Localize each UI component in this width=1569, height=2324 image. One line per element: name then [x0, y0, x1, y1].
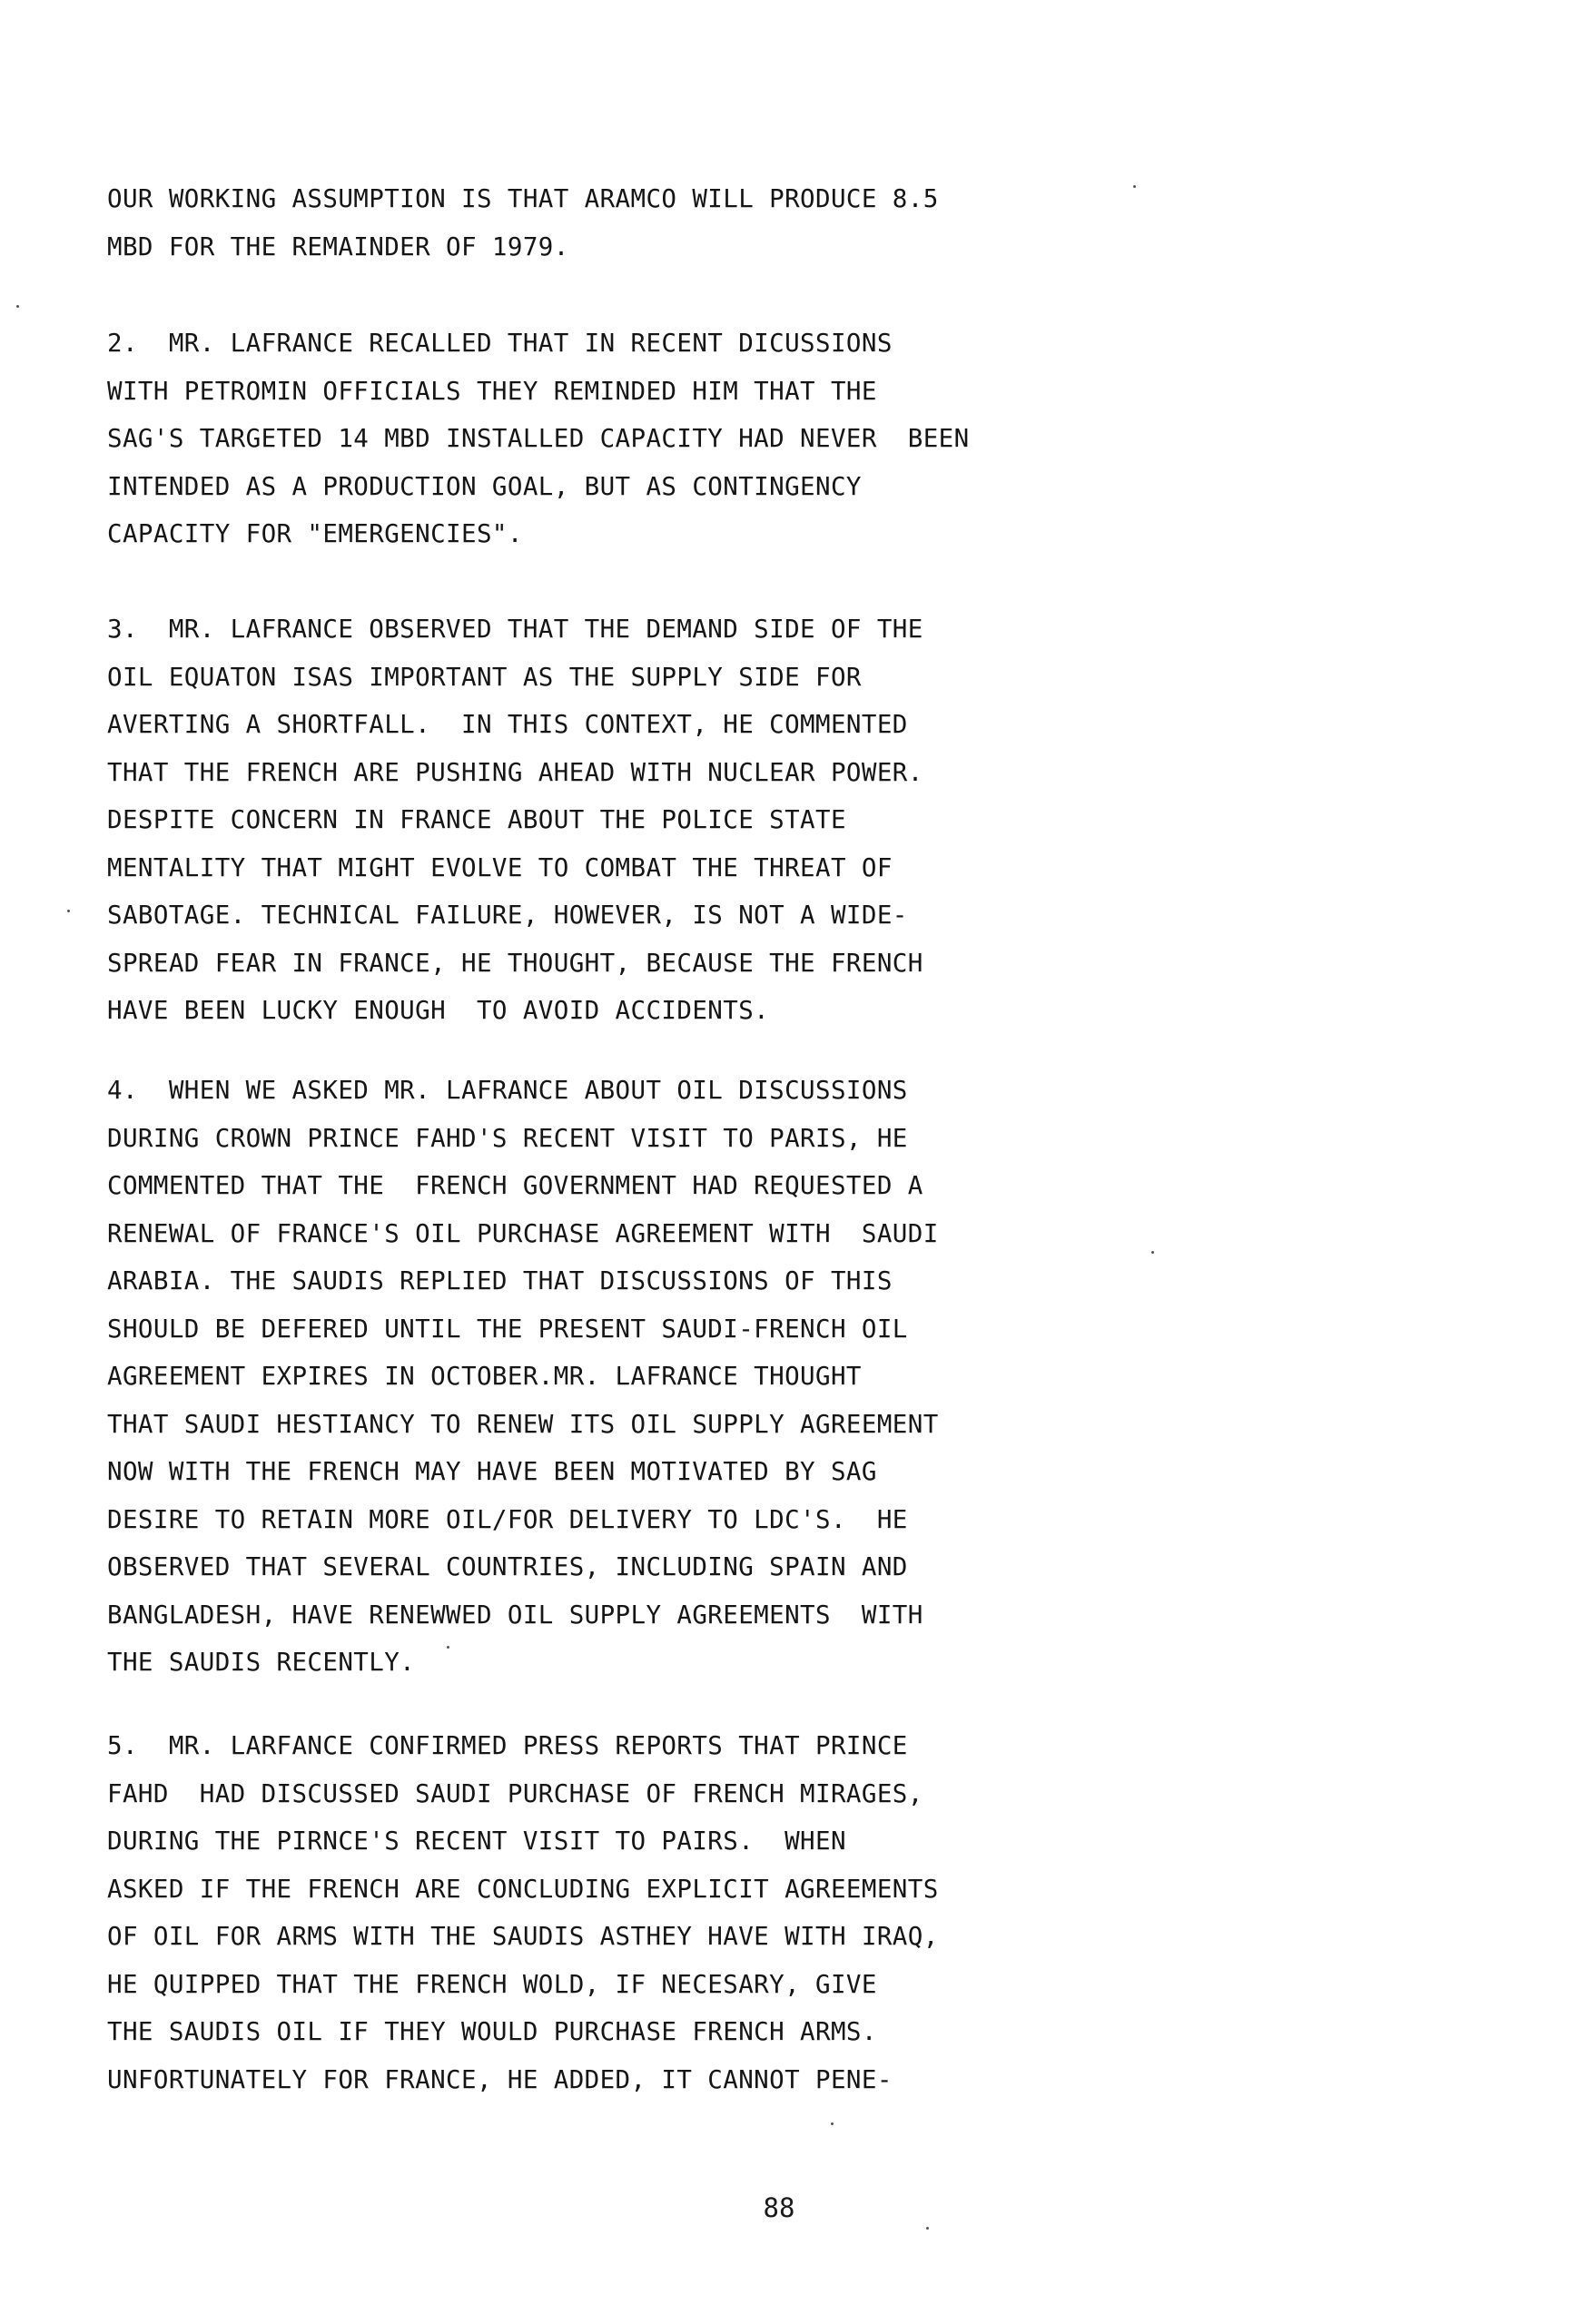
text-line: SAG'S TARGETED 14 MBD INSTALLED CAPACITY HAD NEVER BEEN: [107, 424, 970, 453]
text-line: SPREAD FEAR IN FRANCE, HE THOUGHT, BECAUSE THE FRENCH: [107, 948, 923, 978]
scan-speck: [16, 305, 19, 308]
scan-speck: [831, 2122, 834, 2125]
text-line: DESIRE TO RETAIN MORE OIL/FOR DELIVERY TO LDC'S. HE: [107, 1504, 908, 1534]
text-line: THE SAUDIS OIL IF THEY WOULD PURCHASE FRENCH ARMS.: [107, 2017, 877, 2046]
paragraph-2: [107, 320, 1051, 558]
text-line: THAT SAUDI HESTIANCY TO RENEW ITS OIL SUPPLY AGREEMENT: [107, 1409, 939, 1439]
scan-speck: [447, 1646, 449, 1649]
text-line: ASKED IF THE FRENCH ARE CONCLUDING EXPLICIT AGREEMENTS: [107, 1874, 939, 1904]
text-line: 4. WHEN WE ASKED MR. LAFRANCE ABOUT OIL DISCUSSIONS: [107, 1076, 908, 1105]
text-line: AVERTING A SHORTFALL. IN THIS CONTEXT, HE COMMENTED: [107, 710, 908, 739]
text-line: CAPACITY FOR "EMERGENCIES".: [107, 519, 523, 548]
text-line: OUR WORKING ASSUMPTION IS THAT ARAMCO WILL PRODUCE 8.5: [107, 184, 939, 213]
text-line: INTENDED AS A PRODUCTION GOAL, BUT AS CONTINGENCY: [107, 471, 862, 501]
text-line: ARABIA. THE SAUDIS REPLIED THAT DISCUSSIONS OF THIS: [107, 1266, 893, 1295]
text-line: MENTALITY THAT MIGHT EVOLVE TO COMBAT THE THREAT OF: [107, 852, 893, 882]
text-line: OBSERVED THAT SEVERAL COUNTRIES, INCLUDING SPAIN AND: [107, 1552, 908, 1581]
text-line: COMMENTED THAT THE FRENCH GOVERNMENT HAD REQUESTED A: [107, 1171, 923, 1200]
text-line: DURING CROWN PRINCE FAHD'S RECENT VISIT TO PARIS, HE: [107, 1123, 908, 1153]
text-line: UNFORTUNATELY FOR FRANCE, HE ADDED, IT CANNOT PENE-: [107, 2064, 893, 2094]
text-line: DURING THE PIRNCE'S RECENT VISIT TO PAIRS. WHEN: [107, 1827, 846, 1856]
text-line: BANGLADESH, HAVE RENEWWED OIL SUPPLY AGREEMENTS WITH: [107, 1600, 923, 1630]
text-line: SHOULD BE DEFERED UNTIL THE PRESENT SAUDI-FRENCH OIL: [107, 1314, 908, 1344]
text-line: WITH PETROMIN OFFICIALS THEY REMINDED HIM THAT THE: [107, 376, 877, 406]
text-line: THAT THE FRENCH ARE PUSHING AHEAD WITH NUCLEAR POWER.: [107, 757, 923, 787]
text-line: 5. MR. LARFANCE CONFIRMED PRESS REPORTS THAT PRINCE: [107, 1731, 908, 1760]
text-line: AGREEMENT EXPIRES IN OCTOBER.MR. LAFRANCE THOUGHT: [107, 1362, 862, 1391]
scan-speck: [1133, 185, 1136, 188]
paragraph-5: [107, 1722, 1051, 2103]
text-line: 2. MR. LAFRANCE RECALLED THAT IN RECENT DICUSSIONS: [107, 329, 893, 358]
scan-speck: [926, 2227, 929, 2230]
text-line: SABOTAGE. TECHNICAL FAILURE, HOWEVER, IS NOT A WIDE-: [107, 901, 908, 930]
scan-speck: [1151, 1251, 1154, 1254]
text-line: HE QUIPPED THAT THE FRENCH WOLD, IF NECESARY, GIVE: [107, 1969, 877, 1999]
paragraph-3: [107, 606, 1051, 1035]
page-number: 88: [763, 2192, 795, 2223]
text-line: OIL EQUATON ISAS IMPORTANT AS THE SUPPLY SIDE FOR: [107, 662, 862, 692]
text-line: DESPITE CONCERN IN FRANCE ABOUT THE POLICE STATE: [107, 805, 846, 834]
text-line: RENEWAL OF FRANCE'S OIL PURCHASE AGREEMENT WITH SAUDI: [107, 1218, 939, 1248]
text-line: FAHD HAD DISCUSSED SAUDI PURCHASE OF FRENCH MIRAGES,: [107, 1778, 923, 1808]
text-line: HAVE BEEN LUCKY ENOUGH TO AVOID ACCIDENTS.: [107, 996, 770, 1025]
text-line: 3. MR. LAFRANCE OBSERVED THAT THE DEMAND SIDE OF THE: [107, 615, 923, 644]
text-line: NOW WITH THE FRENCH MAY HAVE BEEN MOTIVATED BY SAG: [107, 1457, 877, 1486]
paragraph-1: [107, 175, 1051, 271]
paragraph-4: [107, 1067, 1051, 1687]
scan-speck: [67, 910, 70, 912]
text-line: OF OIL FOR ARMS WITH THE SAUDIS ASTHEY HAVE WITH IRAQ,: [107, 1922, 939, 1951]
text-line: THE SAUDIS RECENTLY.: [107, 1648, 416, 1677]
text-line: MBD FOR THE REMAINDER OF 1979.: [107, 231, 569, 261]
